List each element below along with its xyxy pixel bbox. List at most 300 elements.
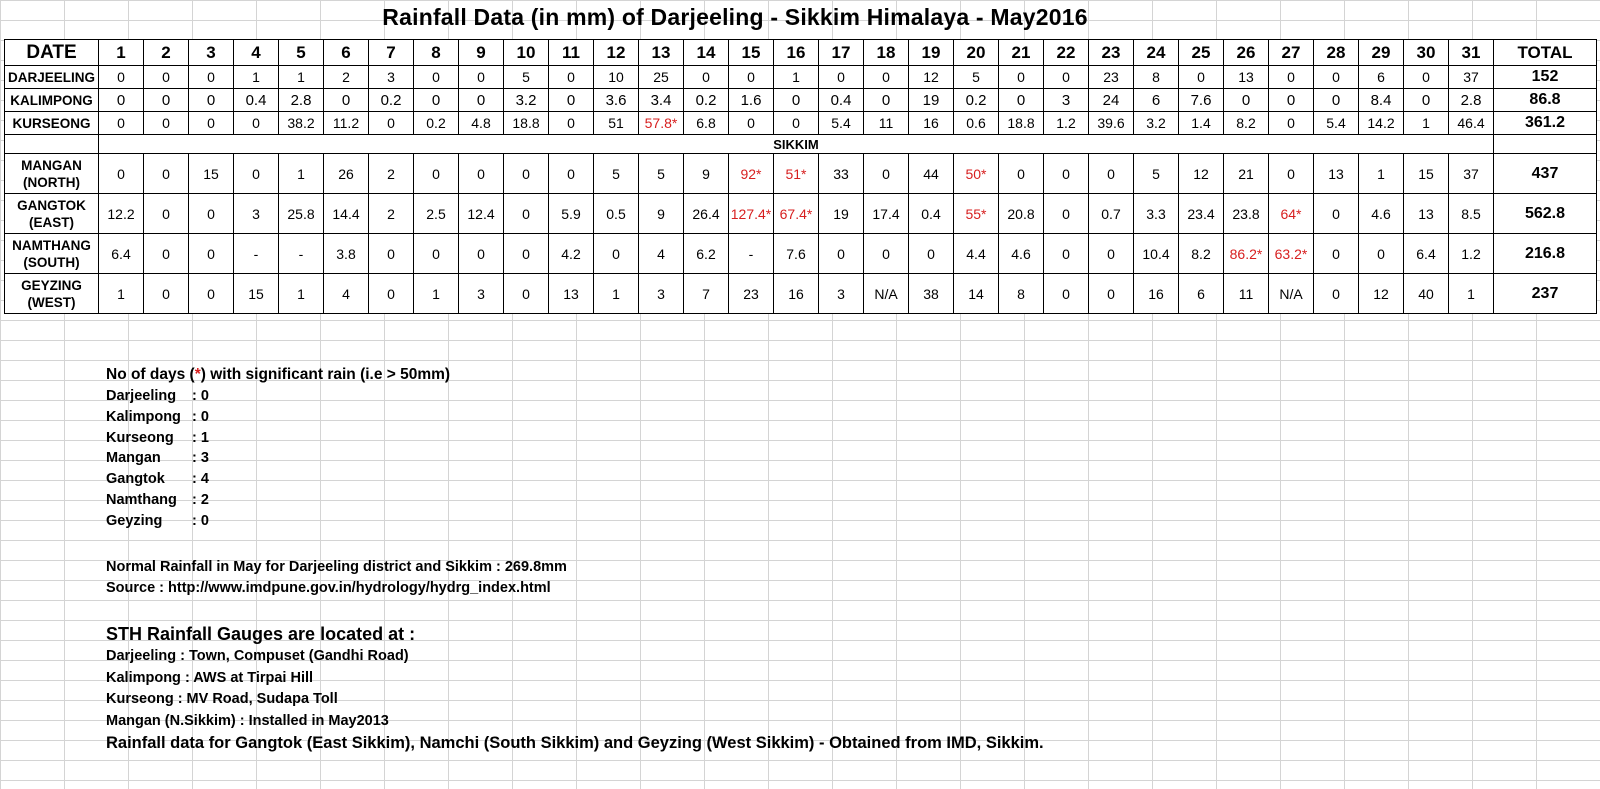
rain-cell: 0.5 — [594, 194, 639, 234]
rain-cell: 5 — [594, 154, 639, 194]
place-name: Kalimpong — [106, 408, 181, 425]
sheet-title: Rainfall Data (in mm) of Darjeeling - Sikkim Himalaya - May2016 — [382, 4, 1088, 30]
station-row — [5, 194, 1597, 234]
rain-cell: 1 — [1449, 274, 1494, 314]
rain-cell: 26 — [324, 154, 369, 194]
day-header-4: 4 — [234, 40, 279, 66]
station-name-line: DARJEELING — [7, 69, 95, 85]
rain-cell: 5.4 — [819, 112, 864, 135]
rain-cell: 0.2 — [954, 89, 999, 112]
day-header-23: 23 — [1089, 40, 1134, 66]
rain-cell: 51 — [594, 112, 639, 135]
rain-cell: 4.6 — [1359, 194, 1404, 234]
rain-cell: 0 — [189, 274, 234, 314]
day-header-30: 30 — [1404, 40, 1449, 66]
rain-cell: 14.4 — [324, 194, 369, 234]
day-header-9: 9 — [459, 40, 504, 66]
sig-prefix: No of days ( — [106, 366, 195, 383]
sikkim-section-label: SIKKIM — [99, 135, 1494, 154]
rain-cell: 8.2 — [1179, 234, 1224, 274]
place-count: : 0 — [192, 512, 209, 529]
rain-cell: 3 — [819, 274, 864, 314]
station-total: 361.2 — [1494, 112, 1597, 135]
rain-cell: 3 — [234, 194, 279, 234]
rain-cell: 44 — [909, 154, 954, 194]
station-total: 437 — [1494, 154, 1597, 194]
rain-cell: - — [729, 234, 774, 274]
place-count: : 0 — [192, 388, 209, 404]
rain-cell: 3.2 — [504, 89, 549, 112]
rain-cell: 0 — [504, 194, 549, 234]
rain-cell: 0.4 — [909, 194, 954, 234]
rain-cell: 0 — [999, 89, 1044, 112]
place-count: : 3 — [192, 450, 209, 467]
rain-cell: 23.8 — [1224, 194, 1269, 234]
rain-cell: 6 — [1179, 274, 1224, 314]
rain-cell: 92* — [729, 154, 774, 194]
rain-cell: 1.6 — [729, 89, 774, 112]
rain-cell: 6.2 — [684, 234, 729, 274]
rain-cell: 0 — [144, 194, 189, 234]
rain-cell: 127.4* — [729, 194, 774, 234]
rain-cell: 12 — [909, 66, 954, 89]
rainfall-table — [4, 39, 1597, 314]
rain-cell: 12.2 — [99, 194, 144, 234]
rain-cell: 23.4 — [1179, 194, 1224, 234]
station-region-line: (SOUTH) — [23, 254, 80, 270]
station-total: 562.8 — [1494, 194, 1597, 234]
rain-cell: 0 — [234, 154, 279, 194]
rain-cell: 0 — [369, 234, 414, 274]
rain-cell: 0.4 — [234, 89, 279, 112]
rain-cell: 0 — [504, 154, 549, 194]
rain-cell: 26.4 — [684, 194, 729, 234]
rain-cell: 3.2 — [1134, 112, 1179, 135]
place-name: Mangan — [106, 450, 161, 467]
rain-cell: 5 — [504, 66, 549, 89]
rain-cell: 39.6 — [1089, 112, 1134, 135]
rain-cell: 15 — [189, 154, 234, 194]
rain-cell: 0 — [1314, 234, 1359, 274]
rain-cell: 2.8 — [1449, 89, 1494, 112]
rain-cell: 0 — [1314, 89, 1359, 112]
rain-cell: 0 — [189, 234, 234, 274]
rain-cell: 16 — [909, 112, 954, 135]
rain-cell: 23 — [1089, 66, 1134, 89]
rain-cell: - — [279, 234, 324, 274]
rain-cell: 4.6 — [999, 234, 1044, 274]
total-header: TOTAL — [1494, 40, 1597, 66]
rain-cell: 23 — [729, 274, 774, 314]
day-header-6: 6 — [324, 40, 369, 66]
rain-cell: 0 — [414, 66, 459, 89]
rain-cell: 0 — [1269, 66, 1314, 89]
station-name — [5, 112, 99, 135]
rain-cell: 12.4 — [459, 194, 504, 234]
rain-cell: 1 — [279, 66, 324, 89]
rain-cell: 0 — [774, 89, 819, 112]
rain-cell: 0 — [819, 66, 864, 89]
day-header-28: 28 — [1314, 40, 1359, 66]
station-total: 237 — [1494, 274, 1597, 314]
rain-cell: 8 — [999, 274, 1044, 314]
rain-cell: 0 — [684, 66, 729, 89]
rain-cell: 0 — [1224, 89, 1269, 112]
day-header-1: 1 — [99, 40, 144, 66]
rain-cell: 0 — [549, 154, 594, 194]
normal-rainfall-note: Normal Rainfall in May for Darjeeling district and Sikkim : 269.8mm — [106, 559, 567, 575]
day-header-2: 2 — [144, 40, 189, 66]
rain-cell: 1 — [279, 154, 324, 194]
day-header-11: 11 — [549, 40, 594, 66]
rain-cell: 0 — [729, 112, 774, 135]
table-header-row — [5, 40, 1597, 66]
day-header-17: 17 — [819, 40, 864, 66]
rain-cell: 14.2 — [1359, 112, 1404, 135]
day-header-10: 10 — [504, 40, 549, 66]
rain-cell: 25.8 — [279, 194, 324, 234]
rain-cell: 0 — [1269, 112, 1314, 135]
rain-cell: 0 — [414, 154, 459, 194]
rain-cell: 0 — [234, 112, 279, 135]
rain-cell: 0 — [144, 274, 189, 314]
rain-cell: 1 — [594, 274, 639, 314]
rain-cell: 11 — [864, 112, 909, 135]
rain-cell: 0 — [729, 66, 774, 89]
rain-cell: 0.2 — [684, 89, 729, 112]
rain-cell: 8 — [1134, 66, 1179, 89]
rain-cell: 13 — [1224, 66, 1269, 89]
rain-cell: 8.5 — [1449, 194, 1494, 234]
rain-cell: 5 — [954, 66, 999, 89]
rain-cell: 0 — [999, 154, 1044, 194]
day-header-7: 7 — [369, 40, 414, 66]
rain-cell: 0 — [549, 89, 594, 112]
rain-cell: 0 — [369, 112, 414, 135]
station-row — [5, 66, 1597, 89]
place-count: : 1 — [192, 429, 209, 446]
rain-cell: 4 — [639, 234, 684, 274]
station-total: 216.8 — [1494, 234, 1597, 274]
rain-cell: 25 — [639, 66, 684, 89]
rain-cell: 16 — [774, 274, 819, 314]
day-header-29: 29 — [1359, 40, 1404, 66]
rain-cell: 37 — [1449, 154, 1494, 194]
date-header: DATE — [5, 40, 99, 66]
rain-cell: 12 — [1359, 274, 1404, 314]
station-row — [5, 154, 1597, 194]
significant-rain-item — [106, 471, 450, 492]
rain-cell: 10 — [594, 66, 639, 89]
rain-cell: 63.2* — [1269, 234, 1314, 274]
rain-cell: 38.2 — [279, 112, 324, 135]
rain-cell: 3.3 — [1134, 194, 1179, 234]
rain-cell: 9 — [639, 194, 684, 234]
day-header-22: 22 — [1044, 40, 1089, 66]
sikkim-section-row — [5, 135, 1597, 154]
rain-cell: 7 — [684, 274, 729, 314]
rain-cell: 11 — [1224, 274, 1269, 314]
rain-cell: 0 — [414, 89, 459, 112]
station-row — [5, 274, 1597, 314]
place-count: : 2 — [192, 491, 209, 508]
station-name-line: NAMTHANG — [12, 237, 91, 253]
rain-cell: 0.4 — [819, 89, 864, 112]
rain-cell: 12 — [1179, 154, 1224, 194]
rain-cell: 0 — [189, 112, 234, 135]
place-name: Geyzing — [106, 512, 163, 529]
station-name — [5, 154, 99, 194]
station-name — [5, 194, 99, 234]
rain-cell: 0 — [414, 234, 459, 274]
sikkim-total-blank — [1494, 135, 1597, 154]
rain-cell: 0 — [1269, 154, 1314, 194]
significant-rain-item — [106, 388, 450, 409]
rain-cell: 1.2 — [1449, 234, 1494, 274]
rain-cell: 3 — [459, 274, 504, 314]
rain-cell: 0.6 — [954, 112, 999, 135]
place-name: Darjeeling — [106, 388, 177, 404]
day-header-20: 20 — [954, 40, 999, 66]
rain-cell: 0 — [549, 112, 594, 135]
day-header-25: 25 — [1179, 40, 1224, 66]
rain-cell: 0 — [1044, 194, 1089, 234]
rain-cell: 9 — [684, 154, 729, 194]
rain-cell: 0 — [1359, 234, 1404, 274]
rain-cell: 0 — [1179, 66, 1224, 89]
station-name — [5, 89, 99, 112]
rain-cell: 0 — [189, 194, 234, 234]
place-name: Gangtok — [106, 471, 165, 488]
rain-cell: 0 — [1269, 89, 1314, 112]
rain-cell: 1 — [414, 274, 459, 314]
rain-cell: 13 — [1314, 154, 1359, 194]
rain-cell: 0.2 — [369, 89, 414, 112]
day-header-14: 14 — [684, 40, 729, 66]
station-row — [5, 234, 1597, 274]
day-header-21: 21 — [999, 40, 1044, 66]
rain-cell: 0 — [1314, 194, 1359, 234]
rain-cell: 7.6 — [1179, 89, 1224, 112]
rain-cell: 4.4 — [954, 234, 999, 274]
day-header-15: 15 — [729, 40, 774, 66]
station-name — [5, 274, 99, 314]
gauge-location-line: Mangan (N.Sikkim) : Installed in May2013 — [106, 712, 389, 729]
sikkim-blank-cell — [5, 135, 99, 154]
rain-cell: 0 — [144, 89, 189, 112]
rain-cell: 0 — [189, 66, 234, 89]
rain-cell: 0 — [594, 234, 639, 274]
rain-cell: 50* — [954, 154, 999, 194]
rain-cell: 6 — [1359, 66, 1404, 89]
significant-rain-notes — [106, 366, 450, 534]
rain-cell: 0 — [99, 66, 144, 89]
rain-cell: 64* — [1269, 194, 1314, 234]
rain-cell: 11.2 — [324, 112, 369, 135]
rain-cell: 0 — [504, 274, 549, 314]
rain-cell: 0 — [1089, 154, 1134, 194]
rain-cell: 0 — [864, 154, 909, 194]
source-note: Source : http://www.imdpune.gov.in/hydrology/hydrg_index.html — [106, 580, 551, 596]
rain-cell: 2 — [369, 194, 414, 234]
rain-cell: 0 — [549, 66, 594, 89]
station-total: 152 — [1494, 66, 1597, 89]
place-count: : 0 — [192, 408, 209, 425]
rain-cell: 0 — [1314, 66, 1359, 89]
rain-cell: 57.8* — [639, 112, 684, 135]
station-name-line: KURSEONG — [12, 115, 91, 131]
rain-cell: 0 — [189, 89, 234, 112]
rain-cell: 0 — [909, 234, 954, 274]
rain-cell: 0 — [504, 234, 549, 274]
rain-cell: 55* — [954, 194, 999, 234]
rain-cell: 1 — [99, 274, 144, 314]
place-name: Namthang — [106, 491, 177, 508]
rain-cell: 10.4 — [1134, 234, 1179, 274]
rain-cell: 0 — [324, 89, 369, 112]
day-header-19: 19 — [909, 40, 954, 66]
rain-cell: 2.5 — [414, 194, 459, 234]
rain-cell: 6 — [1134, 89, 1179, 112]
rain-cell: 1 — [774, 66, 819, 89]
rain-cell: 0.7 — [1089, 194, 1134, 234]
rain-cell: 6.4 — [1404, 234, 1449, 274]
rain-cell: 8.4 — [1359, 89, 1404, 112]
significant-rain-item — [106, 409, 450, 430]
gauge-location-line: Darjeeling : Town, Compuset (Gandhi Road) — [106, 648, 409, 664]
rain-cell: 0 — [1404, 89, 1449, 112]
rain-cell: N/A — [1269, 274, 1314, 314]
station-row — [5, 89, 1597, 112]
gauge-location-line: Kurseong : MV Road, Sudapa Toll — [106, 691, 338, 707]
rain-cell: 0 — [819, 234, 864, 274]
rain-cell: 0 — [1044, 274, 1089, 314]
rain-cell: 8.2 — [1224, 112, 1269, 135]
rain-cell: 0 — [1404, 66, 1449, 89]
rain-cell: 15 — [1404, 154, 1449, 194]
rain-cell: 3.4 — [639, 89, 684, 112]
rain-cell: 0 — [1314, 274, 1359, 314]
rain-cell: 51* — [774, 154, 819, 194]
rain-cell: 3 — [639, 274, 684, 314]
rain-cell: 24 — [1089, 89, 1134, 112]
rain-cell: 0 — [99, 89, 144, 112]
station-region-line: (EAST) — [29, 214, 74, 230]
rain-cell: 0 — [459, 66, 504, 89]
rain-cell: 15 — [234, 274, 279, 314]
rain-cell: 2 — [369, 154, 414, 194]
rain-cell: 0.2 — [414, 112, 459, 135]
station-name-line: GEYZING — [21, 277, 82, 293]
rain-cell: 1 — [279, 274, 324, 314]
rain-cell: 0 — [99, 154, 144, 194]
station-name-line: MANGAN — [21, 157, 82, 173]
rain-cell: 0 — [1044, 154, 1089, 194]
rain-cell: 21 — [1224, 154, 1269, 194]
rain-cell: 0 — [864, 66, 909, 89]
rain-cell: N/A — [864, 274, 909, 314]
rain-cell: 20.8 — [999, 194, 1044, 234]
rain-cell: 6.4 — [99, 234, 144, 274]
rain-cell: 3 — [1044, 89, 1089, 112]
significant-rain-item — [106, 430, 450, 451]
rain-cell: 13 — [549, 274, 594, 314]
rain-cell: 2.8 — [279, 89, 324, 112]
rain-cell: 13 — [1404, 194, 1449, 234]
day-header-18: 18 — [864, 40, 909, 66]
day-header-31: 31 — [1449, 40, 1494, 66]
gauge-locations-list — [106, 648, 1044, 756]
rain-cell: - — [234, 234, 279, 274]
station-total: 86.8 — [1494, 89, 1597, 112]
rain-cell: 0 — [459, 154, 504, 194]
rain-cell: 0 — [1089, 234, 1134, 274]
station-region-line: (WEST) — [27, 294, 76, 310]
rain-cell: 5.4 — [1314, 112, 1359, 135]
station-name-line: KALIMPONG — [10, 92, 93, 108]
rain-cell: 5.9 — [549, 194, 594, 234]
rain-cell: 7.6 — [774, 234, 819, 274]
significant-rain-list — [106, 388, 450, 534]
rain-cell: 67.4* — [774, 194, 819, 234]
rain-cell: 0 — [144, 154, 189, 194]
rain-cell: 0 — [459, 89, 504, 112]
rain-cell: 0 — [999, 66, 1044, 89]
day-header-3: 3 — [189, 40, 234, 66]
rain-cell: 1.2 — [1044, 112, 1089, 135]
day-header-26: 26 — [1224, 40, 1269, 66]
rain-cell: 14 — [954, 274, 999, 314]
rain-cell: 33 — [819, 154, 864, 194]
gauge-location-line: Kalimpong : AWS at Tirpai Hill — [106, 669, 314, 686]
rain-cell: 17.4 — [864, 194, 909, 234]
rain-cell: 0 — [144, 66, 189, 89]
significant-rain-item — [106, 450, 450, 471]
station-row — [5, 112, 1597, 135]
station-name — [5, 66, 99, 89]
rain-cell: 19 — [909, 89, 954, 112]
gauge-locations-heading: STH Rainfall Gauges are located at : — [106, 624, 416, 644]
rain-cell: 5 — [1134, 154, 1179, 194]
day-header-5: 5 — [279, 40, 324, 66]
rain-cell: 86.2* — [1224, 234, 1269, 274]
rain-cell: 38 — [909, 274, 954, 314]
rain-cell: 5 — [639, 154, 684, 194]
rain-cell: 4.8 — [459, 112, 504, 135]
rain-cell: 1 — [1404, 112, 1449, 135]
rain-cell: 0 — [144, 234, 189, 274]
significant-rain-heading — [106, 366, 450, 388]
day-header-12: 12 — [594, 40, 639, 66]
station-name — [5, 234, 99, 274]
rain-cell: 16 — [1134, 274, 1179, 314]
rain-cell: 40 — [1404, 274, 1449, 314]
rain-cell: 0 — [1089, 274, 1134, 314]
rain-cell: 1 — [1359, 154, 1404, 194]
rain-cell: 0 — [864, 89, 909, 112]
rain-cell: 18.8 — [999, 112, 1044, 135]
rain-cell: 3.8 — [324, 234, 369, 274]
rain-cell: 0 — [144, 112, 189, 135]
place-name: Kurseong — [106, 429, 174, 446]
rain-cell: 4.2 — [549, 234, 594, 274]
rain-cell: 2 — [324, 66, 369, 89]
day-header-24: 24 — [1134, 40, 1179, 66]
rain-cell: 0 — [774, 112, 819, 135]
rain-cell: 46.4 — [1449, 112, 1494, 135]
rain-cell: 19 — [819, 194, 864, 234]
day-header-8: 8 — [414, 40, 459, 66]
